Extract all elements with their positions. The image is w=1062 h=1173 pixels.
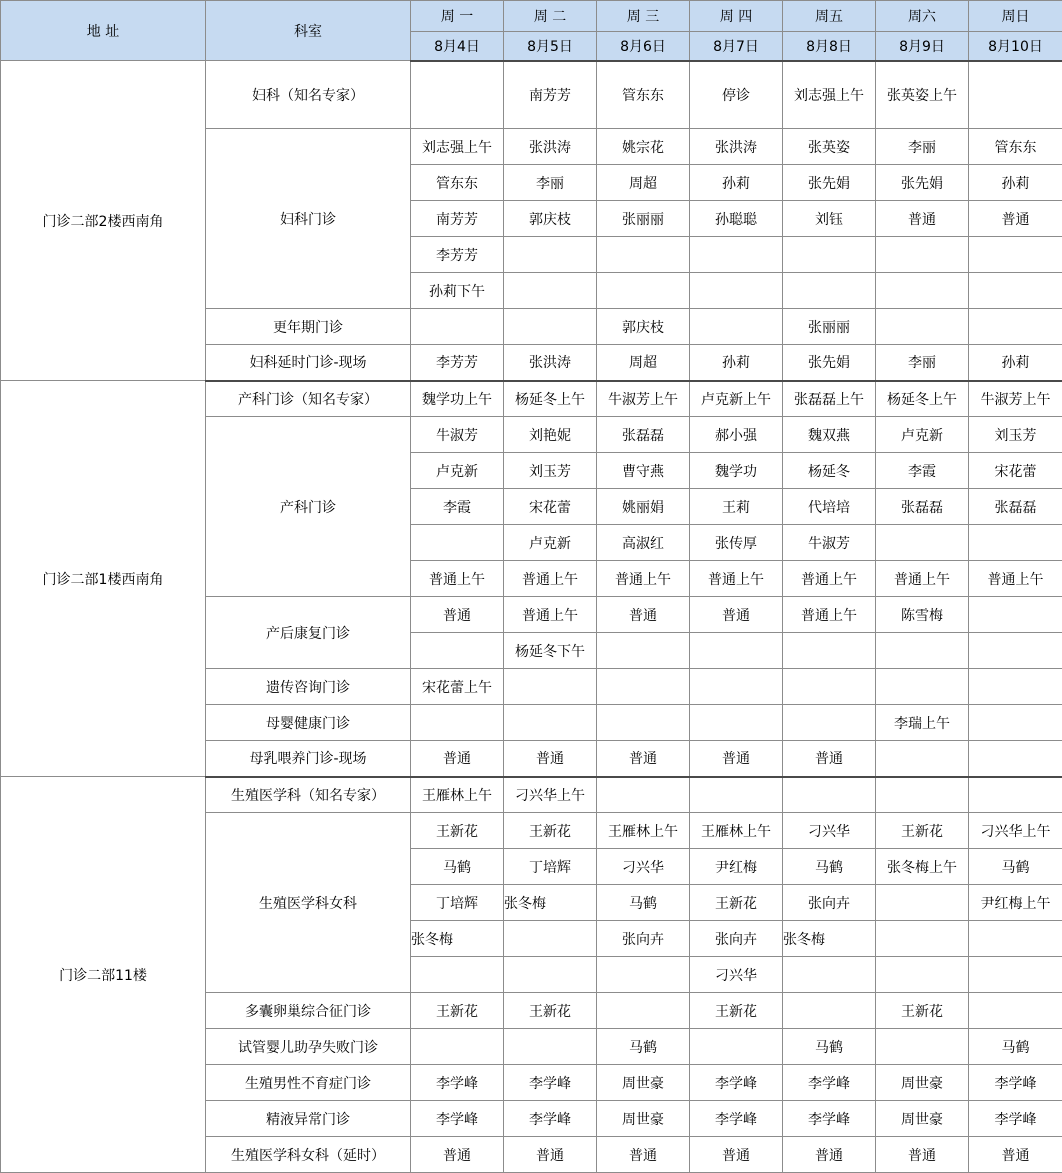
doctor-cell — [504, 237, 597, 273]
doctor-cell: 李霞 — [876, 453, 969, 489]
doctor-cell: 宋花蕾上午 — [411, 669, 504, 705]
doctor-cell: 孙莉 — [690, 345, 783, 381]
doctor-cell — [504, 957, 597, 993]
doctor-cell — [969, 777, 1062, 813]
doctor-cell: 王新花 — [411, 813, 504, 849]
doctor-cell: 李芳芳 — [411, 237, 504, 273]
doctor-cell — [597, 957, 690, 993]
doctor-cell: 孙莉下午 — [411, 273, 504, 309]
doctor-cell — [969, 741, 1062, 777]
table-body — [1, 61, 1062, 1173]
doctor-cell: 普通上午 — [504, 561, 597, 597]
doctor-cell: 马鹤 — [597, 1029, 690, 1065]
address-cell: 门诊二部1楼西南角 — [1, 381, 206, 777]
doctor-cell: 郭庆枝 — [597, 309, 690, 345]
doctor-cell — [411, 309, 504, 345]
doctor-cell: 普通上午 — [690, 561, 783, 597]
doctor-cell — [690, 237, 783, 273]
doctor-cell: 普通 — [783, 1137, 876, 1173]
doctor-cell: 王莉 — [690, 489, 783, 525]
doctor-cell — [783, 273, 876, 309]
doctor-cell — [411, 705, 504, 741]
doctor-cell — [876, 237, 969, 273]
doctor-cell: 马鹤 — [969, 1029, 1062, 1065]
doctor-cell: 孙莉 — [969, 165, 1062, 201]
doctor-cell: 周世豪 — [876, 1065, 969, 1101]
doctor-cell: 李学峰 — [504, 1101, 597, 1137]
dept-header: 科室 — [206, 1, 411, 61]
doctor-cell: 李丽 — [876, 129, 969, 165]
doctor-cell: 魏学功 — [690, 453, 783, 489]
doctor-cell: 王新花 — [690, 885, 783, 921]
doctor-cell: 卢克新 — [876, 417, 969, 453]
doctor-cell: 普通上午 — [783, 561, 876, 597]
date-header: 8月5日 — [504, 32, 597, 61]
address-cell: 门诊二部2楼西南角 — [1, 61, 206, 381]
doctor-cell: 李学峰 — [969, 1065, 1062, 1101]
doctor-cell — [969, 237, 1062, 273]
doctor-cell: 王新花 — [504, 813, 597, 849]
doctor-cell — [876, 273, 969, 309]
doctor-cell: 周世豪 — [597, 1065, 690, 1101]
doctor-cell — [597, 993, 690, 1029]
doctor-cell — [690, 705, 783, 741]
address-cell: 门诊二部11楼 — [1, 777, 206, 1173]
doctor-cell — [969, 597, 1062, 633]
doctor-cell — [876, 885, 969, 921]
doctor-cell — [969, 61, 1062, 129]
doctor-cell: 刘艳妮 — [504, 417, 597, 453]
doctor-cell: 周世豪 — [597, 1101, 690, 1137]
doctor-cell — [876, 777, 969, 813]
doctor-cell: 普通上午 — [876, 561, 969, 597]
weekday-header: 周日 — [969, 1, 1062, 32]
table-row — [1, 777, 1062, 813]
doctor-cell: 张英姿上午 — [876, 61, 969, 129]
doctor-cell: 李学峰 — [411, 1065, 504, 1101]
doctor-cell: 王雁林上午 — [411, 777, 504, 813]
doctor-cell: 牛淑芳 — [783, 525, 876, 561]
dept-cell: 母婴健康门诊 — [206, 705, 411, 741]
doctor-cell: 李学峰 — [783, 1101, 876, 1137]
doctor-cell: 牛淑芳 — [411, 417, 504, 453]
doctor-cell: 李学峰 — [690, 1065, 783, 1101]
dept-cell: 妇科门诊 — [206, 129, 411, 309]
dept-cell: 妇科延时门诊-现场 — [206, 345, 411, 381]
doctor-cell: 马鹤 — [411, 849, 504, 885]
dept-cell: 遗传咨询门诊 — [206, 669, 411, 705]
doctor-cell: 李芳芳 — [411, 345, 504, 381]
doctor-cell — [411, 1029, 504, 1065]
doctor-cell — [690, 669, 783, 705]
date-header: 8月9日 — [876, 32, 969, 61]
doctor-cell: 丁培辉 — [411, 885, 504, 921]
doctor-cell: 姚丽娟 — [597, 489, 690, 525]
doctor-cell: 刘志强上午 — [411, 129, 504, 165]
doctor-cell — [597, 633, 690, 669]
weekday-header: 周六 — [876, 1, 969, 32]
weekday-header: 周 三 — [597, 1, 690, 32]
doctor-cell: 杨延冬 — [783, 453, 876, 489]
doctor-cell — [969, 633, 1062, 669]
doctor-cell — [783, 669, 876, 705]
doctor-cell: 李学峰 — [411, 1101, 504, 1137]
doctor-cell: 普通 — [411, 597, 504, 633]
table-row — [1, 381, 1062, 417]
doctor-cell — [597, 237, 690, 273]
doctor-cell: 杨延冬下午 — [504, 633, 597, 669]
weekday-header: 周 一 — [411, 1, 504, 32]
doctor-cell: 王新花 — [411, 993, 504, 1029]
doctor-cell: 普通上午 — [504, 597, 597, 633]
doctor-cell: 张洪涛 — [504, 345, 597, 381]
doctor-cell: 刘玉芳 — [969, 417, 1062, 453]
doctor-cell — [876, 1029, 969, 1065]
doctor-cell: 姚宗花 — [597, 129, 690, 165]
doctor-cell: 张先娟 — [783, 165, 876, 201]
doctor-cell: 普通 — [597, 741, 690, 777]
doctor-cell: 普通上午 — [411, 561, 504, 597]
doctor-cell: 马鹤 — [597, 885, 690, 921]
doctor-cell: 刁兴华 — [690, 957, 783, 993]
doctor-cell — [969, 669, 1062, 705]
date-header: 8月6日 — [597, 32, 690, 61]
doctor-cell: 刁兴华上午 — [969, 813, 1062, 849]
doctor-cell — [411, 525, 504, 561]
doctor-cell — [969, 957, 1062, 993]
weekday-header: 周五 — [783, 1, 876, 32]
doctor-cell: 孙莉 — [969, 345, 1062, 381]
doctor-cell: 张洪涛 — [690, 129, 783, 165]
doctor-cell: 普通 — [597, 1137, 690, 1173]
doctor-cell: 丁培辉 — [504, 849, 597, 885]
doctor-cell — [969, 993, 1062, 1029]
dept-cell: 产科门诊 — [206, 417, 411, 597]
date-header: 8月10日 — [969, 32, 1062, 61]
doctor-cell: 张丽丽 — [597, 201, 690, 237]
doctor-cell — [783, 633, 876, 669]
doctor-cell — [876, 525, 969, 561]
doctor-cell: 王新花 — [876, 813, 969, 849]
doctor-cell — [504, 1029, 597, 1065]
doctor-cell — [504, 669, 597, 705]
doctor-cell — [690, 777, 783, 813]
doctor-cell: 普通 — [783, 741, 876, 777]
doctor-cell — [876, 921, 969, 957]
doctor-cell: 牛淑芳上午 — [969, 381, 1062, 417]
doctor-cell — [876, 633, 969, 669]
doctor-cell — [876, 741, 969, 777]
doctor-cell: 李丽 — [504, 165, 597, 201]
doctor-cell: 李学峰 — [783, 1065, 876, 1101]
doctor-cell: 高淑红 — [597, 525, 690, 561]
doctor-cell — [597, 273, 690, 309]
doctor-cell: 停诊 — [690, 61, 783, 129]
doctor-cell — [597, 669, 690, 705]
doctor-cell: 张冬梅 — [504, 885, 597, 921]
doctor-cell: 卢克新 — [411, 453, 504, 489]
doctor-cell: 宋花蕾 — [504, 489, 597, 525]
doctor-cell: 普通 — [690, 597, 783, 633]
doctor-cell: 普通 — [969, 1137, 1062, 1173]
doctor-cell: 马鹤 — [783, 1029, 876, 1065]
doctor-cell: 魏双燕 — [783, 417, 876, 453]
address-header: 地 址 — [1, 1, 206, 61]
doctor-cell: 郝小强 — [690, 417, 783, 453]
doctor-cell: 普通 — [876, 1137, 969, 1173]
doctor-cell — [504, 921, 597, 957]
doctor-cell: 张英姿 — [783, 129, 876, 165]
dept-cell: 生殖医学科（知名专家） — [206, 777, 411, 813]
doctor-cell: 张冬梅上午 — [876, 849, 969, 885]
doctor-cell: 尹红梅 — [690, 849, 783, 885]
doctor-cell: 南芳芳 — [411, 201, 504, 237]
doctor-cell: 张冬梅 — [411, 921, 504, 957]
doctor-cell: 刘钰 — [783, 201, 876, 237]
doctor-cell: 张冬梅 — [783, 921, 876, 957]
dept-cell: 更年期门诊 — [206, 309, 411, 345]
doctor-cell: 马鹤 — [969, 849, 1062, 885]
doctor-cell — [411, 633, 504, 669]
dept-cell: 生殖医学科女科（延时） — [206, 1137, 411, 1173]
doctor-cell: 卢克新上午 — [690, 381, 783, 417]
doctor-cell: 普通 — [504, 741, 597, 777]
doctor-cell: 杨延冬上午 — [876, 381, 969, 417]
doctor-cell — [690, 1029, 783, 1065]
dept-cell: 母乳喂养门诊-现场 — [206, 741, 411, 777]
doctor-cell: 普通上午 — [783, 597, 876, 633]
doctor-cell: 马鹤 — [783, 849, 876, 885]
dept-cell: 妇科（知名专家） — [206, 61, 411, 129]
doctor-cell: 张向卉 — [597, 921, 690, 957]
doctor-cell: 曹守燕 — [597, 453, 690, 489]
doctor-cell: 张磊磊 — [876, 489, 969, 525]
weekday-header: 周 四 — [690, 1, 783, 32]
doctor-cell: 普通 — [690, 1137, 783, 1173]
dept-cell: 精液异常门诊 — [206, 1101, 411, 1137]
doctor-cell: 王新花 — [504, 993, 597, 1029]
doctor-cell: 张先娟 — [876, 165, 969, 201]
doctor-cell: 普通 — [597, 597, 690, 633]
doctor-cell — [969, 705, 1062, 741]
doctor-cell — [783, 705, 876, 741]
dept-cell: 产后康复门诊 — [206, 597, 411, 669]
doctor-cell — [690, 273, 783, 309]
doctor-cell — [969, 921, 1062, 957]
doctor-cell — [690, 633, 783, 669]
weekday-header: 周 二 — [504, 1, 597, 32]
doctor-cell: 郭庆枝 — [504, 201, 597, 237]
doctor-cell: 卢克新 — [504, 525, 597, 561]
doctor-cell: 张向卉 — [783, 885, 876, 921]
doctor-cell: 普通 — [411, 741, 504, 777]
doctor-cell: 普通 — [876, 201, 969, 237]
date-header: 8月8日 — [783, 32, 876, 61]
doctor-cell — [969, 309, 1062, 345]
doctor-cell: 张向卉 — [690, 921, 783, 957]
dept-cell: 试管婴儿助孕失败门诊 — [206, 1029, 411, 1065]
doctor-cell — [690, 309, 783, 345]
doctor-cell: 李学峰 — [690, 1101, 783, 1137]
doctor-cell: 普通 — [504, 1137, 597, 1173]
doctor-cell: 尹红梅上午 — [969, 885, 1062, 921]
doctor-cell: 普通上午 — [969, 561, 1062, 597]
doctor-cell — [969, 273, 1062, 309]
doctor-cell: 普通 — [969, 201, 1062, 237]
date-header: 8月4日 — [411, 32, 504, 61]
doctor-cell — [969, 525, 1062, 561]
doctor-cell: 张洪涛 — [504, 129, 597, 165]
doctor-cell: 周超 — [597, 165, 690, 201]
doctor-cell: 张磊磊上午 — [783, 381, 876, 417]
doctor-cell: 张磊磊 — [597, 417, 690, 453]
doctor-cell: 魏学功上午 — [411, 381, 504, 417]
doctor-cell: 王雁林上午 — [597, 813, 690, 849]
dept-cell: 生殖男性不育症门诊 — [206, 1065, 411, 1101]
doctor-cell: 张先娟 — [783, 345, 876, 381]
doctor-cell — [876, 957, 969, 993]
doctor-cell: 张磊磊 — [969, 489, 1062, 525]
doctor-cell: 刁兴华 — [783, 813, 876, 849]
doctor-cell: 刁兴华 — [597, 849, 690, 885]
doctor-cell: 周超 — [597, 345, 690, 381]
doctor-cell — [783, 957, 876, 993]
doctor-cell: 刁兴华上午 — [504, 777, 597, 813]
doctor-cell: 刘玉芳 — [504, 453, 597, 489]
doctor-cell — [597, 777, 690, 813]
doctor-cell — [411, 61, 504, 129]
doctor-cell: 宋花蕾 — [969, 453, 1062, 489]
doctor-cell: 陈雪梅 — [876, 597, 969, 633]
doctor-cell — [411, 957, 504, 993]
doctor-cell: 南芳芳 — [504, 61, 597, 129]
doctor-cell: 周世豪 — [876, 1101, 969, 1137]
doctor-cell: 管东东 — [969, 129, 1062, 165]
doctor-cell: 李瑞上午 — [876, 705, 969, 741]
doctor-cell — [597, 705, 690, 741]
doctor-cell: 代培培 — [783, 489, 876, 525]
doctor-cell: 孙聪聪 — [690, 201, 783, 237]
doctor-cell: 牛淑芳上午 — [597, 381, 690, 417]
doctor-cell: 普通 — [411, 1137, 504, 1173]
doctor-cell — [783, 777, 876, 813]
doctor-cell — [783, 237, 876, 273]
table-row — [1, 61, 1062, 129]
doctor-cell: 王新花 — [690, 993, 783, 1029]
doctor-cell: 张传厚 — [690, 525, 783, 561]
dept-cell: 多囊卵巢综合征门诊 — [206, 993, 411, 1029]
dept-cell: 生殖医学科女科 — [206, 813, 411, 993]
dept-cell: 产科门诊（知名专家） — [206, 381, 411, 417]
doctor-cell: 张丽丽 — [783, 309, 876, 345]
doctor-cell — [876, 309, 969, 345]
doctor-cell: 李学峰 — [504, 1065, 597, 1101]
doctor-cell: 杨延冬上午 — [504, 381, 597, 417]
doctor-cell — [504, 273, 597, 309]
doctor-cell: 普通上午 — [597, 561, 690, 597]
doctor-cell: 管东东 — [411, 165, 504, 201]
table-header — [1, 1, 1062, 61]
doctor-cell: 孙莉 — [690, 165, 783, 201]
date-header: 8月7日 — [690, 32, 783, 61]
doctor-cell — [783, 993, 876, 1029]
doctor-cell: 刘志强上午 — [783, 61, 876, 129]
doctor-cell: 普通 — [690, 741, 783, 777]
doctor-cell: 李丽 — [876, 345, 969, 381]
doctor-cell — [504, 705, 597, 741]
doctor-cell — [504, 309, 597, 345]
doctor-cell: 李霞 — [411, 489, 504, 525]
doctor-cell: 王新花 — [876, 993, 969, 1029]
doctor-cell: 李学峰 — [969, 1101, 1062, 1137]
doctor-cell: 管东东 — [597, 61, 690, 129]
doctor-cell — [876, 669, 969, 705]
doctor-cell: 王雁林上午 — [690, 813, 783, 849]
